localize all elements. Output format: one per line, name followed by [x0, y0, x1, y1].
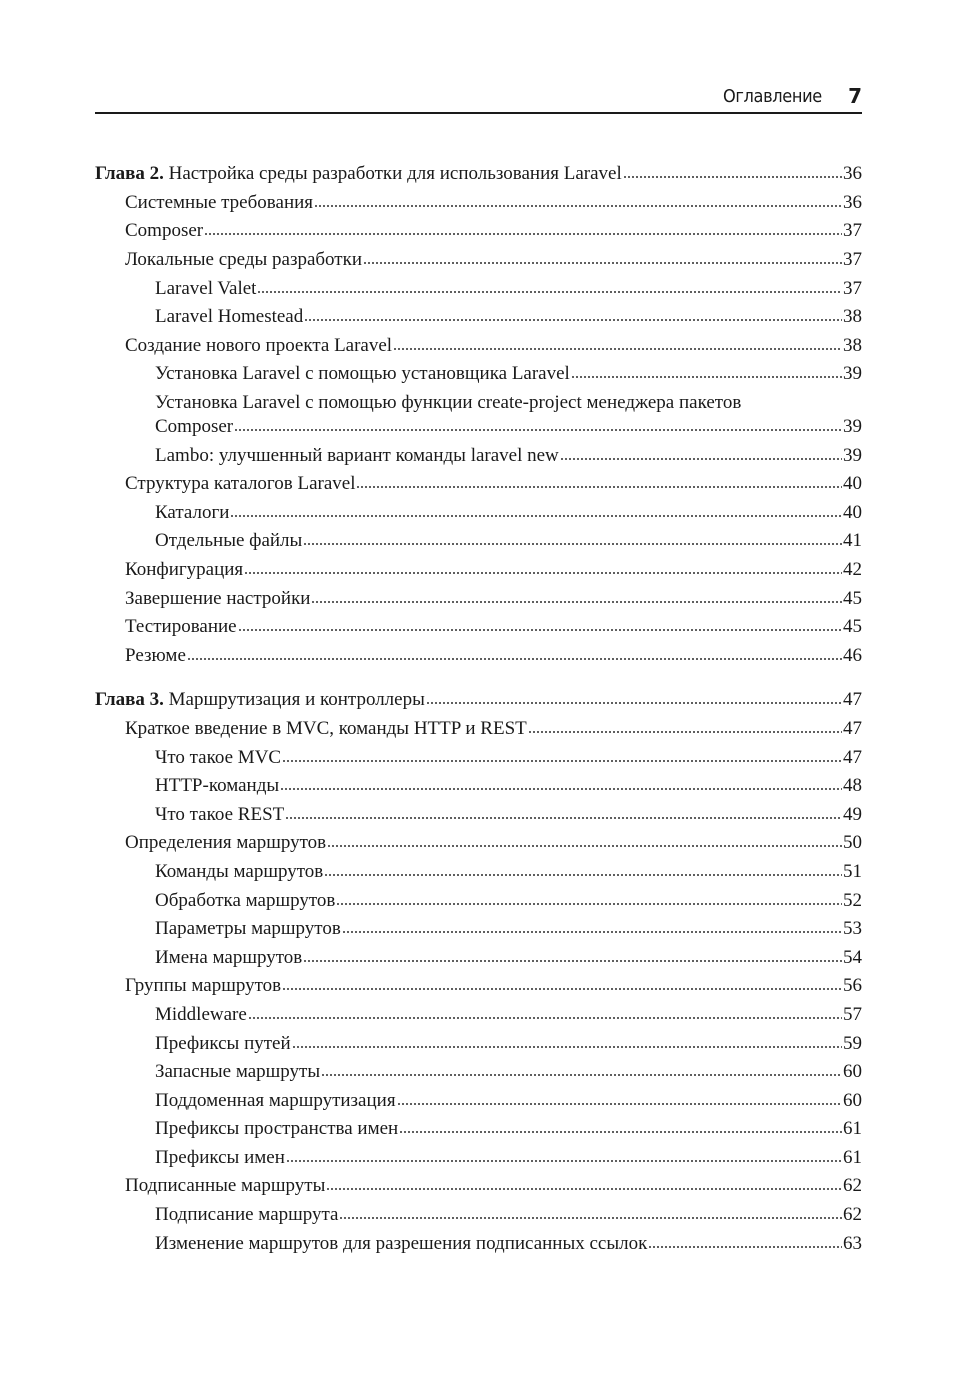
entry-title: Команды маршрутов	[155, 860, 324, 882]
toc-row	[155, 444, 862, 468]
entry-title: Установка Laravel с помощью установщика Laravel	[155, 363, 570, 385]
entry-title: Изменение маршрутов для разрешения подписанных ссылок	[155, 1232, 648, 1254]
toc-entry[interactable]	[95, 858, 862, 887]
dot-leader	[342, 930, 842, 934]
entry-title: Что такое MVC	[155, 746, 282, 768]
page-ref: 36	[843, 163, 862, 185]
entry-title: Параметры маршрутов	[155, 918, 341, 940]
entry-title: Composer	[125, 220, 204, 242]
entry-title: Middleware	[155, 1003, 247, 1025]
page-ref: 53	[843, 918, 862, 940]
entry-title: Обработка маршрутов	[155, 889, 336, 911]
page-ref: 38	[843, 334, 862, 356]
entry-title: Поддоменная маршрутизация	[155, 1089, 396, 1111]
toc-entry[interactable]	[95, 441, 862, 470]
dot-leader	[244, 571, 842, 575]
toc-entry[interactable]	[95, 915, 862, 944]
page-ref: 61	[843, 1146, 862, 1168]
page-ref: 60	[843, 1061, 862, 1083]
page-ref: 52	[843, 889, 862, 911]
entry-title: Laravel Valet	[155, 277, 257, 299]
toc-entry[interactable]	[95, 332, 862, 361]
entry-title: HTTP-команды	[155, 775, 280, 797]
entry-title-line1: Установка Laravel с помощью функции create-project менеджера пакетов	[155, 392, 742, 414]
toc-chapter-section	[95, 686, 862, 1258]
page-ref: 42	[843, 559, 862, 581]
toc-entry[interactable]	[95, 499, 862, 528]
toc-row	[155, 1089, 862, 1113]
toc-row	[155, 1232, 862, 1256]
entry-title: Группы маршрутов	[125, 975, 282, 997]
page-ref: 49	[843, 803, 862, 825]
dot-leader	[304, 318, 842, 322]
toc-chapter-entry[interactable]	[95, 686, 862, 715]
page-number: 7	[848, 84, 862, 108]
toc-row	[125, 248, 862, 272]
page-ref: 40	[843, 501, 862, 523]
toc-row	[155, 1117, 862, 1141]
toc-row	[95, 688, 862, 712]
toc-entry[interactable]	[95, 470, 862, 499]
entry-title: Имена маршрутов	[155, 946, 303, 968]
dot-leader	[356, 485, 842, 489]
toc-row	[125, 974, 862, 998]
toc-entry[interactable]	[95, 274, 862, 303]
page-ref: 59	[843, 1032, 862, 1054]
running-header-title: Оглавление	[723, 85, 823, 107]
dot-leader	[286, 1159, 842, 1163]
dot-leader	[230, 514, 842, 518]
page-ref: 38	[843, 306, 862, 328]
toc-entry[interactable]	[95, 389, 862, 442]
page-ref: 54	[843, 946, 862, 968]
toc-entry[interactable]	[95, 1144, 862, 1173]
toc-row	[125, 717, 862, 741]
page-ref: 48	[843, 775, 862, 797]
dot-leader	[238, 628, 842, 632]
toc-chapter-entry[interactable]	[95, 160, 862, 189]
page-ref: 41	[843, 530, 862, 552]
entry-title: Laravel Homestead	[155, 306, 304, 328]
entry-title: Что такое REST	[155, 803, 285, 825]
entry-title: Определения маршрутов	[125, 832, 327, 854]
page-ref: 61	[843, 1118, 862, 1140]
dot-leader	[326, 1187, 842, 1191]
entry-title: Завершение настройки	[125, 587, 311, 609]
toc-row	[125, 558, 862, 582]
page-ref: 47	[843, 689, 862, 711]
toc-row	[155, 917, 862, 941]
dot-leader	[623, 175, 842, 179]
running-header	[95, 80, 862, 114]
toc-row	[155, 889, 862, 913]
page-ref: 50	[843, 832, 862, 854]
dot-leader	[248, 1016, 842, 1020]
toc-row	[155, 746, 862, 770]
page-ref: 39	[843, 444, 862, 466]
toc-row	[155, 860, 862, 884]
toc-row	[155, 946, 862, 970]
chapter-name: Маршрутизация и контроллеры	[168, 689, 425, 711]
toc-row	[125, 1174, 862, 1198]
toc-row	[125, 644, 862, 668]
entry-title: Префиксы путей	[155, 1032, 291, 1054]
entry-title: Composer	[155, 416, 234, 438]
chapter-title	[95, 688, 425, 712]
page-ref: 47	[843, 717, 862, 739]
entry-title: Системные требования	[125, 191, 314, 213]
toc-entry[interactable]	[95, 800, 862, 829]
table-of-contents	[95, 160, 862, 1274]
entry-title: Каталоги	[155, 501, 230, 523]
dot-leader	[560, 457, 842, 461]
toc-row	[155, 1146, 862, 1170]
toc-entry[interactable]	[95, 1115, 862, 1144]
chapter-name: Настройка среды разработки для использования Laravel	[168, 163, 622, 185]
toc-entry[interactable]	[95, 1172, 862, 1201]
page-ref: 46	[843, 644, 862, 666]
toc-row	[125, 334, 862, 358]
toc-row	[155, 1203, 862, 1227]
page-ref: 56	[843, 975, 862, 997]
entry-title: Префиксы имен	[155, 1146, 285, 1168]
toc-row	[155, 774, 862, 798]
toc-row	[155, 1003, 862, 1027]
entry-title: Краткое введение в MVC, команды HTTP и REST	[125, 717, 527, 739]
entry-title: Запасные маршруты	[155, 1061, 321, 1083]
page-ref: 39	[843, 363, 862, 385]
toc-entry[interactable]	[95, 1001, 862, 1030]
entry-title: Создание нового проекта Laravel	[125, 334, 393, 356]
toc-row	[155, 277, 862, 301]
toc-row	[155, 501, 862, 525]
page-ref: 62	[843, 1204, 862, 1226]
dot-leader	[257, 290, 842, 294]
toc-entry[interactable]	[95, 613, 862, 642]
toc-entry[interactable]	[95, 303, 862, 332]
page-ref: 60	[843, 1089, 862, 1111]
toc-row	[155, 1060, 862, 1084]
toc-entry[interactable]	[95, 743, 862, 772]
page-ref: 63	[843, 1232, 862, 1254]
toc-entry[interactable]	[95, 943, 862, 972]
toc-row	[125, 219, 862, 243]
dot-leader	[187, 657, 842, 661]
toc-row	[125, 615, 862, 639]
page-ref: 45	[843, 587, 862, 609]
toc-entry[interactable]	[95, 829, 862, 858]
chapter-title	[95, 162, 622, 186]
toc-entry[interactable]	[95, 1058, 862, 1087]
toc-row	[125, 831, 862, 855]
dot-leader	[399, 1130, 842, 1134]
toc-row	[155, 529, 862, 553]
page-ref: 62	[843, 1175, 862, 1197]
page-ref: 51	[843, 860, 862, 882]
dot-leader	[280, 787, 842, 791]
entry-title: Тестирование	[125, 616, 237, 638]
toc-entry[interactable]	[95, 1201, 862, 1230]
dot-leader	[648, 1245, 842, 1249]
toc-entry[interactable]	[95, 189, 862, 218]
dot-leader	[314, 204, 842, 208]
toc-row	[95, 162, 862, 186]
toc-row	[155, 305, 862, 329]
dot-leader	[204, 232, 842, 236]
page-ref: 37	[843, 277, 862, 299]
toc-entry[interactable]	[95, 556, 862, 585]
dot-leader	[321, 1073, 842, 1077]
dot-leader	[327, 844, 842, 848]
toc-row	[125, 587, 862, 611]
dot-leader	[292, 1045, 842, 1049]
dot-leader	[397, 1102, 842, 1106]
dot-leader	[393, 347, 842, 351]
chapter-label: Глава 3.	[95, 689, 164, 711]
entry-title: Конфигурация	[125, 559, 244, 581]
toc-entry[interactable]	[95, 1086, 862, 1115]
entry-title: Отдельные файлы	[155, 530, 303, 552]
toc-row	[125, 472, 862, 496]
toc-chapter-section	[95, 160, 862, 670]
dot-leader	[571, 375, 842, 379]
toc-entry[interactable]	[95, 584, 862, 613]
page-ref: 45	[843, 616, 862, 638]
dot-leader	[285, 816, 842, 820]
page-ref: 37	[843, 249, 862, 271]
dot-leader	[311, 600, 842, 604]
dot-leader	[339, 1216, 842, 1220]
page-ref: 39	[843, 416, 862, 438]
toc-row	[155, 1032, 862, 1056]
toc-entry[interactable]	[95, 527, 862, 556]
toc-entry[interactable]	[95, 1229, 862, 1258]
page-ref: 57	[843, 1003, 862, 1025]
toc-entry[interactable]	[95, 715, 862, 744]
toc-row	[155, 803, 862, 827]
dot-leader	[234, 428, 842, 432]
page-ref: 36	[843, 191, 862, 213]
toc-entry[interactable]	[95, 360, 862, 389]
chapter-label: Глава 2.	[95, 163, 164, 185]
toc-row	[125, 191, 862, 215]
dot-leader	[303, 542, 842, 546]
page-ref: 40	[843, 473, 862, 495]
page-ref: 47	[843, 746, 862, 768]
entry-title: Подписанные маршруты	[125, 1175, 326, 1197]
toc-row	[155, 415, 862, 439]
dot-leader	[303, 959, 842, 963]
entry-title: Резюме	[125, 644, 186, 666]
dot-leader	[282, 987, 842, 991]
entry-title: Локальные среды разработки	[125, 249, 363, 271]
toc-entry[interactable]	[95, 972, 862, 1001]
page-ref: 37	[843, 220, 862, 242]
toc-entry[interactable]	[95, 217, 862, 246]
entry-title: Префиксы пространства имен	[155, 1118, 399, 1140]
dot-leader	[336, 902, 842, 906]
entry-title: Подписание маршрута	[155, 1204, 339, 1226]
dot-leader	[282, 759, 842, 763]
dot-leader	[528, 730, 842, 734]
toc-entry[interactable]	[95, 642, 862, 671]
toc-entry[interactable]	[95, 772, 862, 801]
entry-title: Lambo: улучшенный вариант команды laravel new	[155, 444, 559, 466]
dot-leader	[363, 261, 842, 265]
toc-entry[interactable]	[95, 886, 862, 915]
toc-entry[interactable]	[95, 246, 862, 275]
dot-leader	[324, 873, 842, 877]
toc-row	[155, 362, 862, 386]
dot-leader	[426, 701, 842, 705]
toc-entry[interactable]	[95, 1029, 862, 1058]
entry-title: Структура каталогов Laravel	[125, 473, 356, 495]
